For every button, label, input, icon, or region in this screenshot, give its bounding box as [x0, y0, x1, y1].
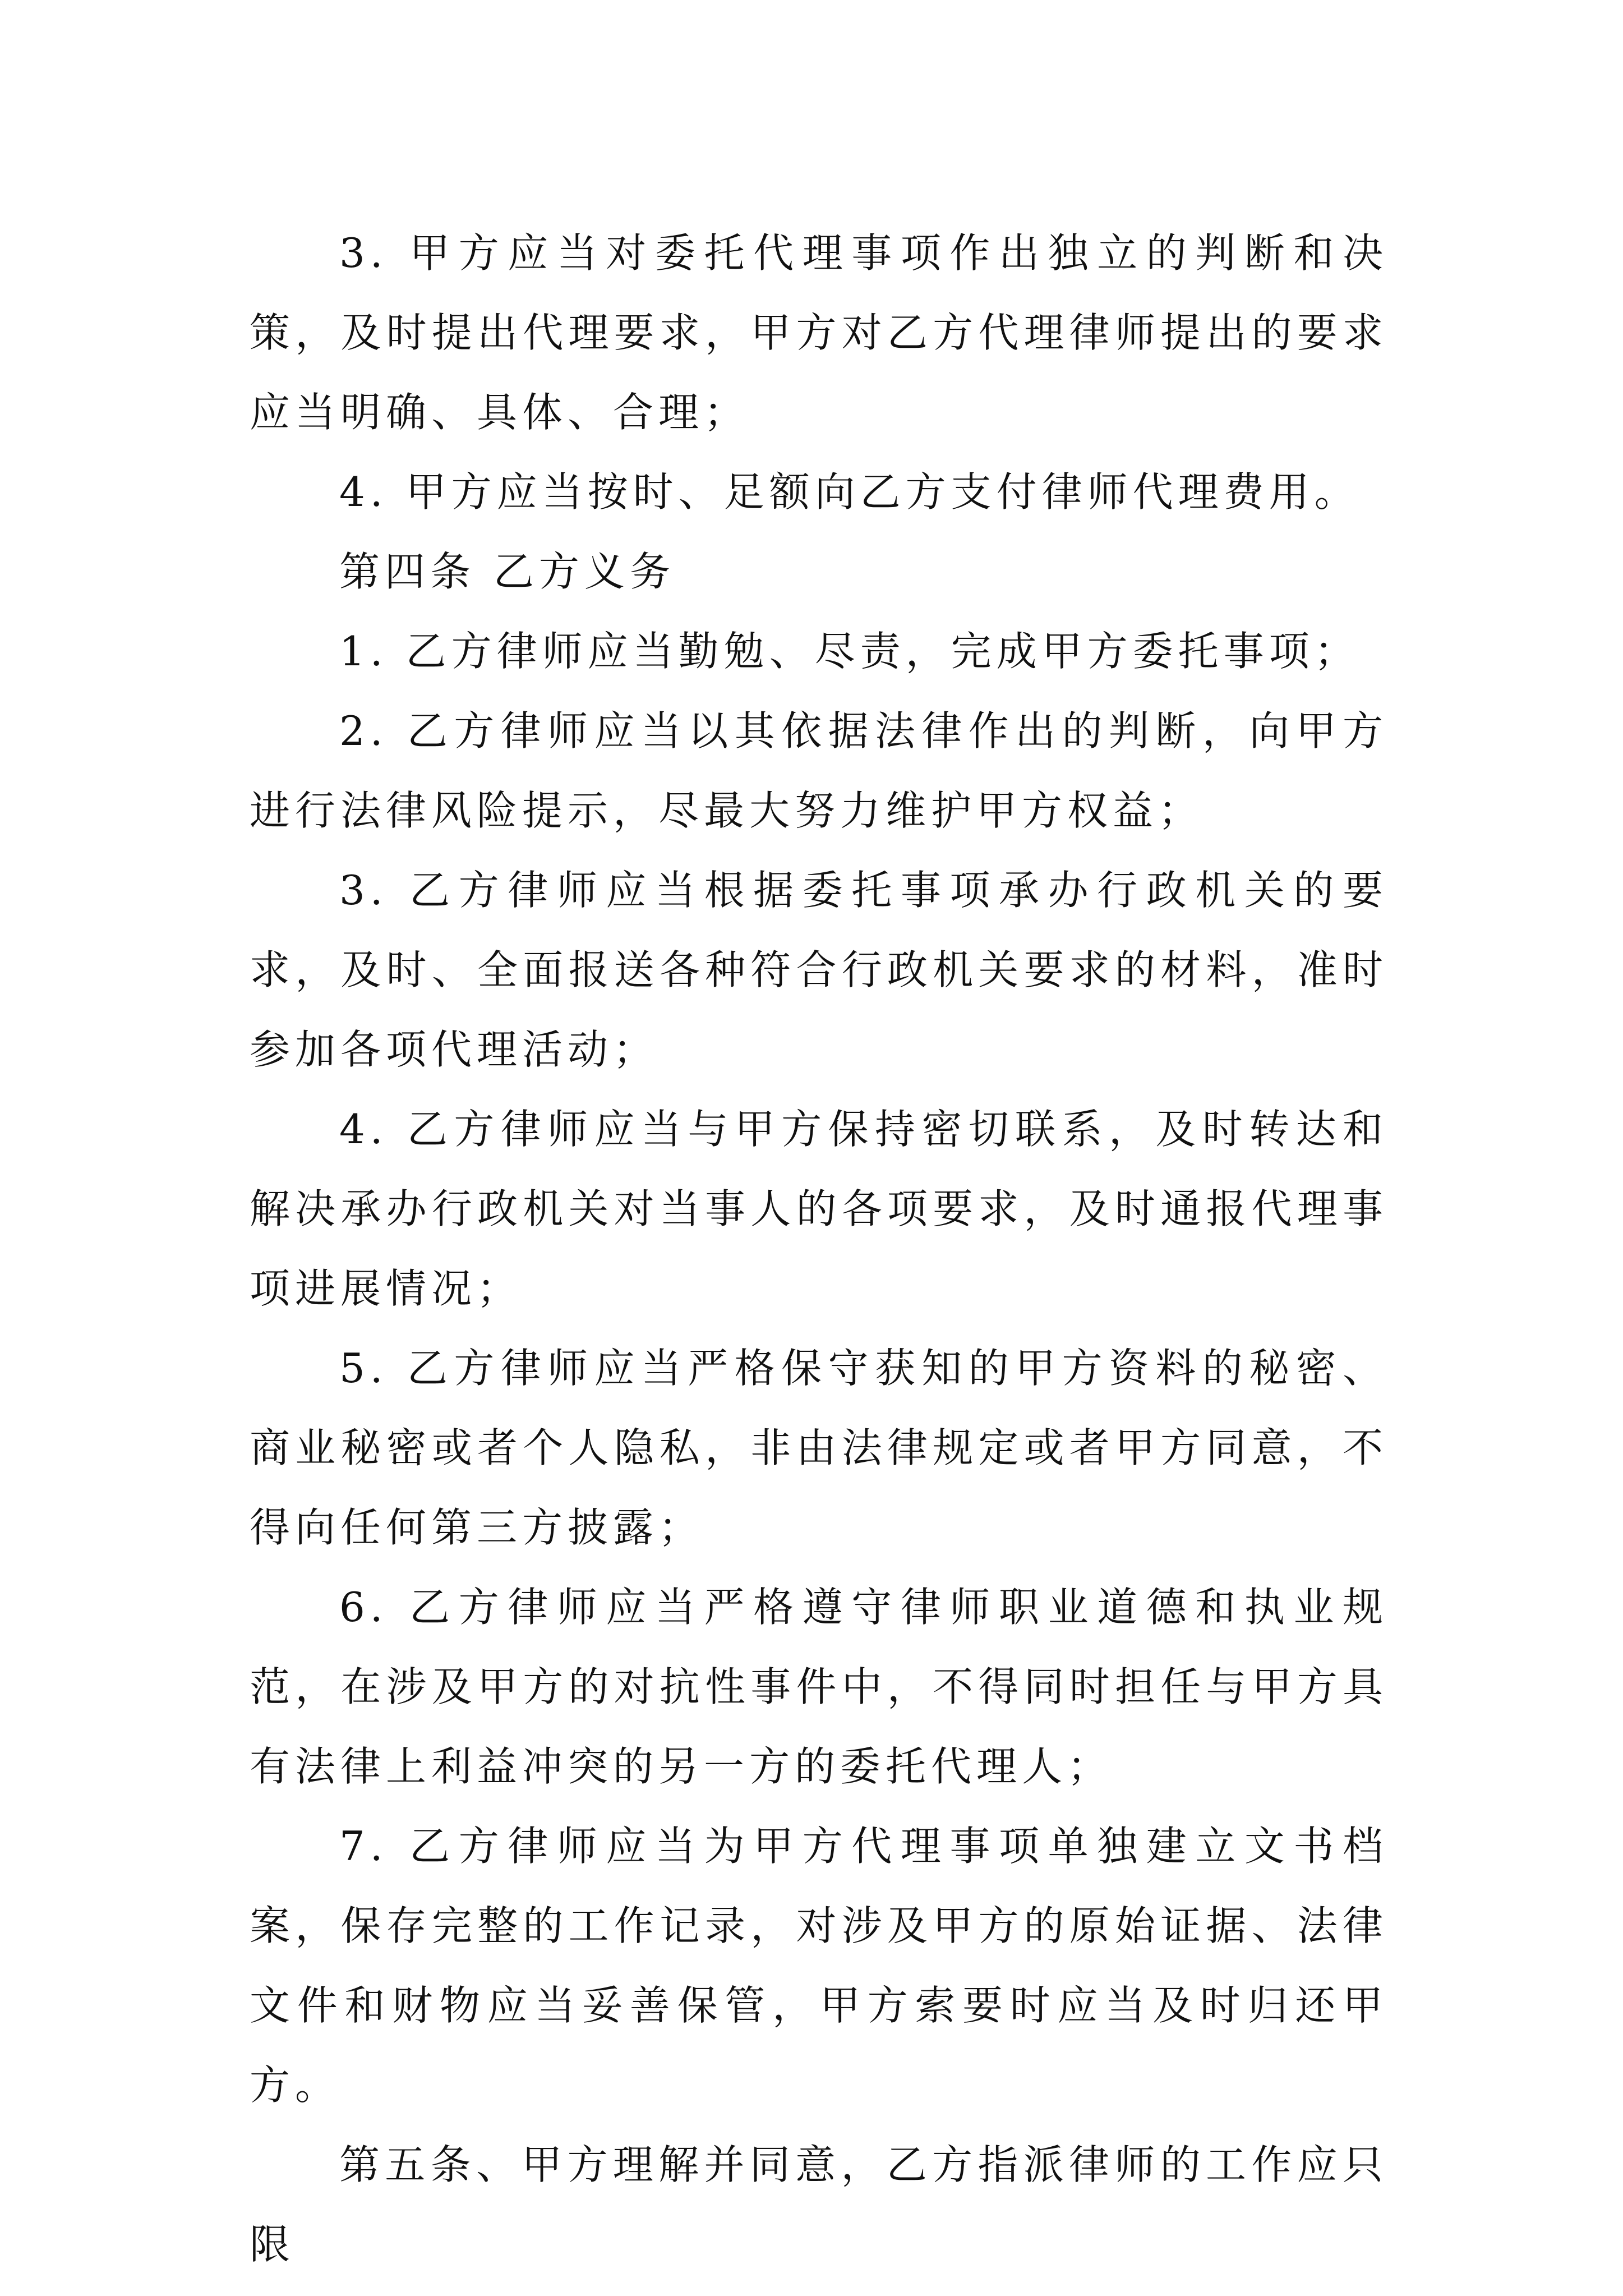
article-5-paragraph: 第五条、甲方理解并同意，乙方指派律师的工作应只限: [250, 2141, 1388, 2268]
paragraph-party-b-obligation-2: 2. 乙方律师应当以其依据法律作出的判断，向甲方进行法律风险提示，尽最大努力维护甲方权益；: [250, 707, 1388, 834]
article-4-heading: 第四条 乙方义务: [339, 548, 675, 595]
paragraph-party-a-obligation-3: 3. 甲方应当对委托代理事项作出独立的判断和决策，及时提出代理要求，甲方对乙方代理律师提出的要求应当明确、具体、合理；: [250, 229, 1388, 436]
paragraph-party-b-obligation-4: 4. 乙方律师应当与甲方保持密切联系，及时转达和解决承办行政机关对当事人的各项要求，及时通报代理事项进展情况；: [250, 1106, 1388, 1312]
paragraph-party-a-obligation-4: 4. 甲方应当按时、足额向乙方支付律师代理费用。: [339, 468, 1360, 516]
paragraph-party-b-obligation-5: 5. 乙方律师应当严格保守获知的甲方资料的秘密、商业秘密或者个人隐私，非由法律规定或者甲方同意，不得向任何第三方披露；: [250, 1345, 1388, 1551]
document-body: [250, 213, 1388, 2284]
paragraph-party-b-obligation-6: 6. 乙方律师应当严格遵守律师职业道德和执业规范，在涉及甲方的对抗性事件中，不得同时担任与甲方具有法律上利益冲突的另一方的委托代理人；: [250, 1584, 1388, 1790]
paragraph-party-b-obligation-3: 3. 乙方律师应当根据委托事项承办行政机关的要求，及时、全面报送各种符合行政机关要求的材料，准时参加各项代理活动；: [250, 867, 1388, 1073]
paragraph-party-b-obligation-7: 7. 乙方律师应当为甲方代理事项单独建立文书档案，保存完整的工作记录，对涉及甲方的原始证据、法律文件和财物应当妥善保管，甲方索要时应当及时归还甲方。: [250, 1823, 1388, 2109]
paragraph-party-b-obligation-1: 1. 乙方律师应当勤勉、尽责，完成甲方委托事项；: [339, 628, 1360, 675]
